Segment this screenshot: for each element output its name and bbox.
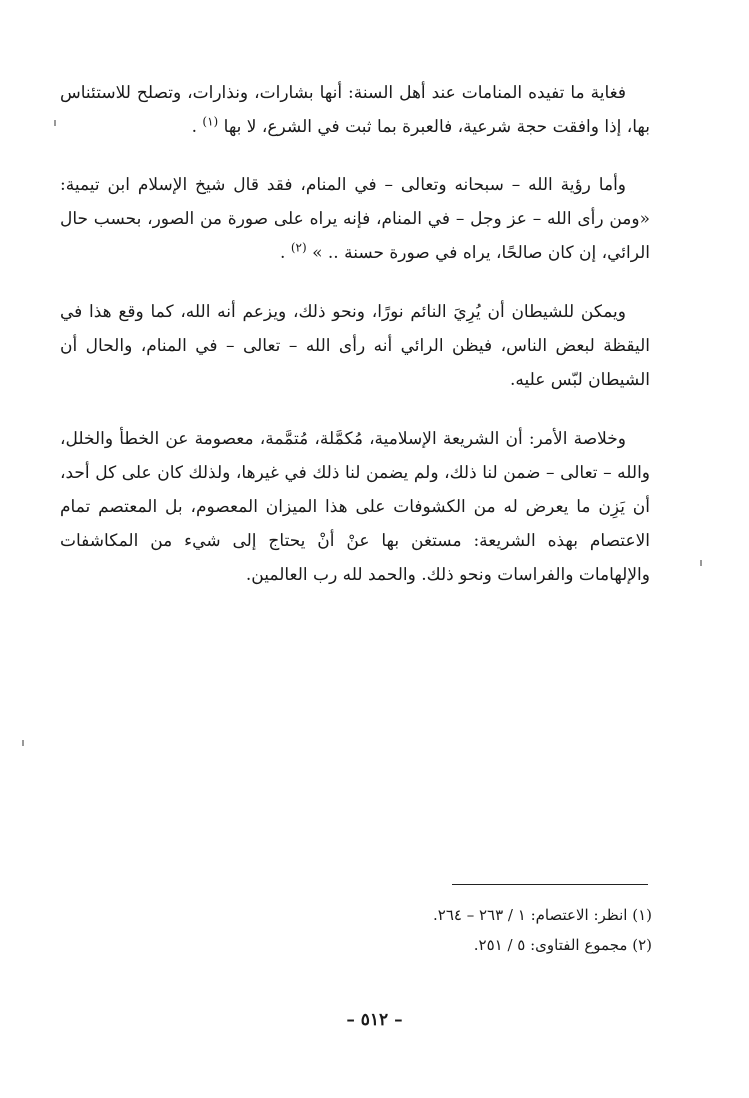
paragraph-2 [60,168,650,270]
footnote-2: (٢) مجموع الفتاوى: ٥ / ٢٥١. [473,936,652,954]
footnote-ref: (٢) [290,240,307,255]
paragraph-1 [60,76,650,144]
paragraph-tail: . [280,243,286,263]
paragraph-3 [60,295,650,397]
footnote-1: (١) انظر: الاعتصام: ١ / ٢٦٣ – ٢٦٤. [432,906,652,924]
paragraph-tail: . [191,117,197,137]
footnote-divider [452,884,648,885]
scan-mark [700,560,702,566]
paragraph-text: ويمكن للشيطان أن يُرِيَ النائم نورًا، ونحو ذلك، ويزعم أنه الله، كما وقع هذا في اليقظة لبعض الناس، فيظن الرائي أنه رأى الله – تعالى – في المنام، والحال أن الشيطان لبّس عليه. [60,302,650,390]
page-number: – ٥١٢ – [346,1010,403,1030]
scan-mark [54,120,56,126]
paragraph-text: وخلاصة الأمر: أن الشريعة الإسلامية، مُكمَّلة، مُتمَّمة، معصومة عن الخطأ والخلل، والله – تعالى – ضمن لنا ذلك، ولم يضمن لنا ذلك في غيرها، ولذلك كان على كل أحد، أن يَزِن ما يعرض له من الكشوفات على هذا الميزان المعصوم، بل المعتصم تمام الاعتصام بهذه الشريعة: مستغن بها عنْ أنْ يحتاج إلى شيء من المكاشفات والإلهامات والفراسات ونحو ذلك. والحمد لله رب العالمين. [60,429,650,585]
footnotes [300,900,652,960]
paragraph-text: فغاية ما تفيده المنامات عند أهل السنة: أنها بشارات، ونذارات، وتصلح للاستئناس بها، إذا وافقت حجة شرعية، فالعبرة بما ثبت في الشرع، لا بها [60,83,650,137]
paragraph-4 [60,422,650,592]
paragraph-text: وأما رؤية الله – سبحانه وتعالى – في المنام، فقد قال شيخ الإسلام ابن تيمية: «ومن رأى الله – عز وجل – في المنام، فإنه يراه على صورة من الصور، بحسب حال الرائي، إن كان صالحًا، يراه في صورة حسنة .. » [60,175,650,263]
footnote-ref: (١) [202,114,219,129]
scan-mark [22,740,24,746]
